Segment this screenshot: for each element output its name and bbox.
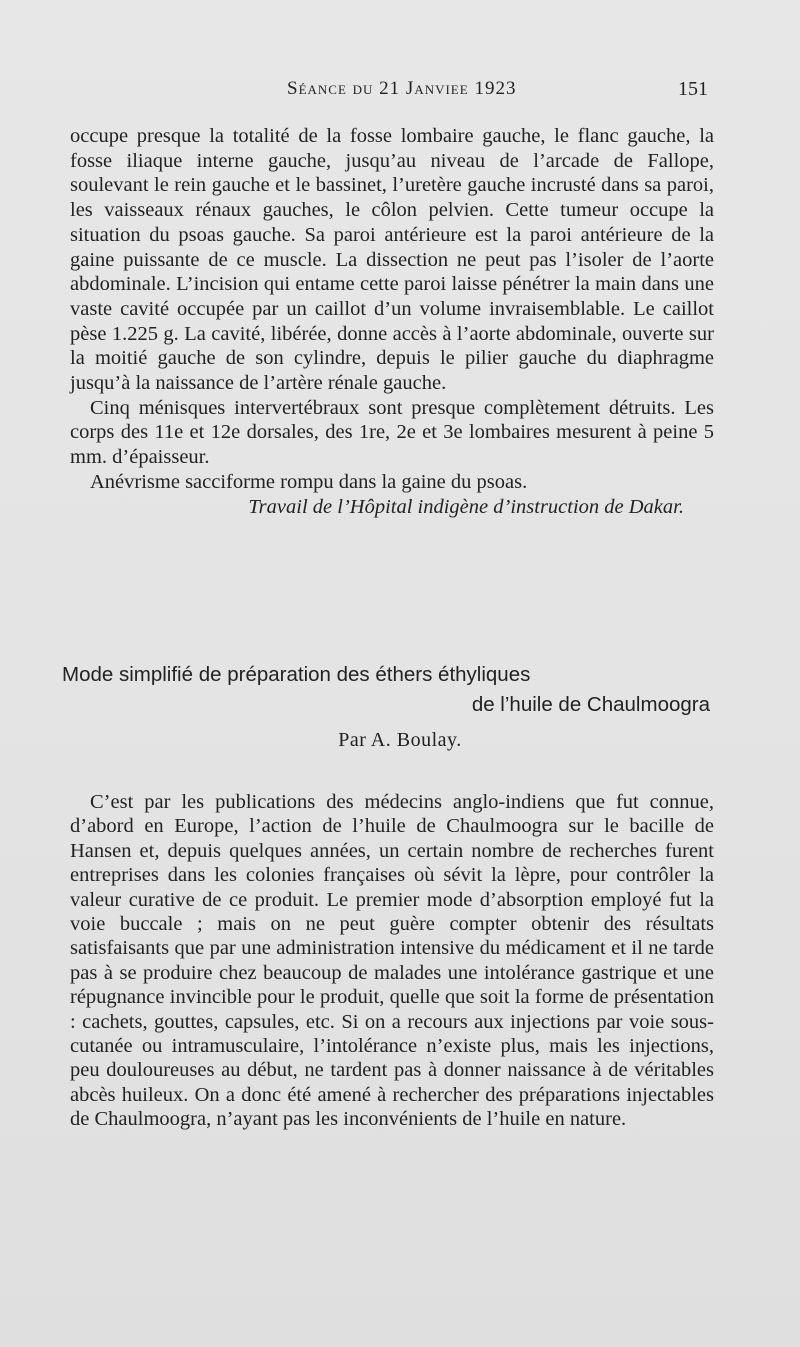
paragraph: Anévrisme sacciforme rompu dans la gaine du psoas. <box>90 470 528 493</box>
institution-signature: Travail de l’Hôpital indigène d’instruction de Dakar. <box>248 495 684 518</box>
paragraph: C’est par les publications des médecins anglo-indiens que fut connue, d’abord en Europe, l’action de l’huile de Chaulmoogra sur le bacille de Hansen et, depuis quelques années, un certain nombre de recherches furent entreprises dans les colonies françaises où sévit la lèpre, pour contrôler la valeur curative de ce produit. Le premier mode d’absorption employé fut la voie buccale ; mais on ne peut guère compter obtenir des résultats satisfaisants que par une administration intensive du médicament et il ne tarde pas à se produire chez beaucoup de malades une intolérance gastrique et une répugnance invincible pour le produit, quelle que soit la forme de présentation : cachets, gouttes, capsules, etc. Si on a recours aux injections par voie sous-cutanée ou intramusculaire, l’intolérance n’existe plus, mais les injections, peu douloureuses au début, ne tardent pas à donner naissance à de véritables abcès huileux. On a donc été amené à rechercher des préparations injectables de Chaulmoogra, n’ayant pas les inconvénients de l’huile en nature. <box>70 791 714 1131</box>
article-title <box>62 660 710 720</box>
article-body <box>70 790 714 1132</box>
paragraph: occupe presque la totalité de la fosse lombaire gauche, le flanc gauche, la fosse iliaque interne gauche, jusqu’au niveau de l’arcade de Fallope, soulevant le rein gauche et le bassinet, l’uretère gauche incrusté dans sa paroi, les vaisseaux rénaux gauches, le côlon pelvien. Cette tumeur occupe la situation du psoas gauche. Sa paroi antérieure est la paroi antérieure de la gaine puissante de ce muscle. La dissection ne peut pas l’isoler de l’aorte abdominale. L’incision qui entame cette paroi laisse pénétrer la main dans une vaste cavité occupée par un caillot d’un volume invraisemblable. Le caillot pèse 1.225 g. La cavité, libérée, donne accès à l’aorte abdominale, ouverte sur la moitié gauche de son cylindre, depuis le pilier gauche du diaphragme jusqu’à la naissance de l’artère rénale gauche. <box>70 125 714 395</box>
page-number: 151 <box>678 78 708 100</box>
running-title: Séance du 21 Janviee 1923 <box>287 78 517 99</box>
paragraph: Cinq ménisques intervertébraux sont presque complètement détruits. Les corps des 11e et 12e dorsales, des 1re, 2e et 3e lombaires mesurent à peine 5 mm. d’épaisseur. <box>70 396 714 469</box>
article-title-line-1: Mode simplifié de préparation des éthers éthyliques <box>62 663 531 686</box>
running-head <box>0 78 800 108</box>
article-title-line-2: de l’huile de Chaulmoogra <box>471 693 710 716</box>
article-continuation <box>70 124 714 519</box>
author-byline: Par A. Boulay. <box>338 729 462 751</box>
